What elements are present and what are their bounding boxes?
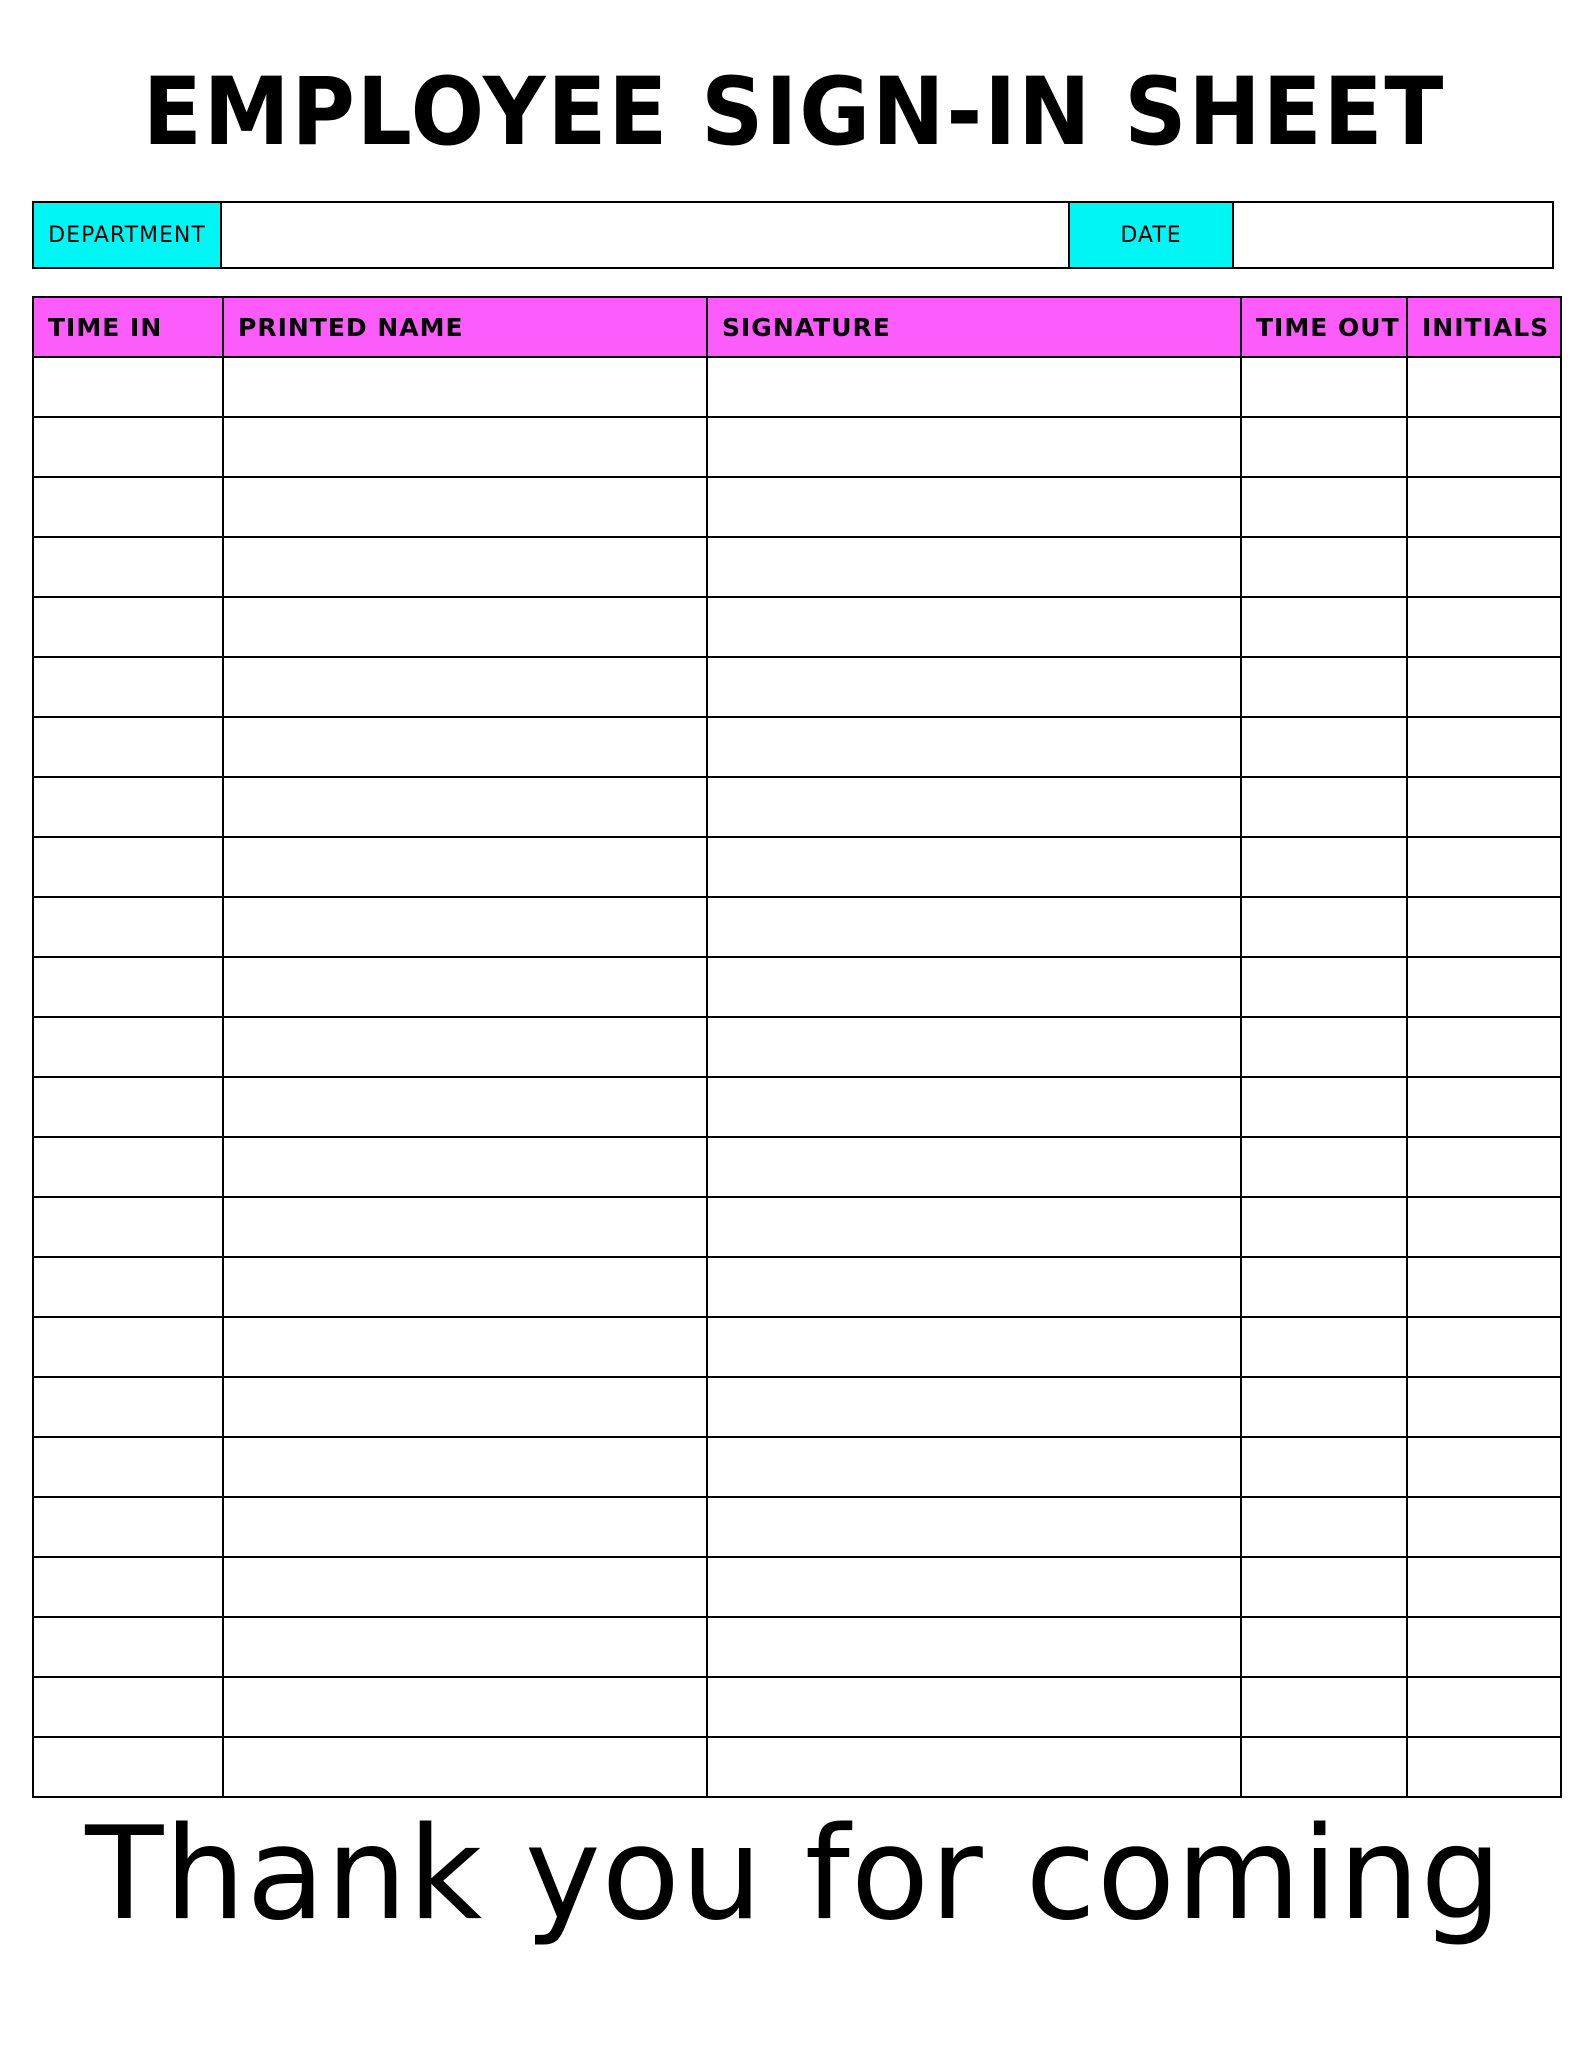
sign-in-table	[32, 296, 1562, 1798]
initials-cell[interactable]	[1407, 1137, 1561, 1197]
time-out-cell[interactable]	[1241, 1737, 1407, 1797]
time-in-cell[interactable]	[33, 1557, 223, 1617]
signature-cell[interactable]	[707, 1617, 1241, 1677]
signature-cell[interactable]	[707, 717, 1241, 777]
time-out-cell[interactable]	[1241, 717, 1407, 777]
time-in-cell[interactable]	[33, 1377, 223, 1437]
table-row	[33, 357, 1561, 417]
table-row	[33, 1677, 1561, 1737]
signature-cell[interactable]	[707, 477, 1241, 537]
time-in-cell[interactable]	[33, 477, 223, 537]
table-body	[33, 357, 1561, 1797]
signature-cell[interactable]	[707, 357, 1241, 417]
page-title: EMPLOYEE SIGN-IN SHEET	[142, 58, 1446, 167]
signature-cell[interactable]	[707, 657, 1241, 717]
column-header-initials: INITIALS	[1407, 297, 1561, 357]
initials-cell[interactable]	[1407, 1617, 1561, 1677]
signature-cell[interactable]	[707, 417, 1241, 477]
table-row	[33, 1437, 1561, 1497]
time-in-cell[interactable]	[33, 717, 223, 777]
printed-name-cell[interactable]	[223, 357, 707, 417]
signature-cell[interactable]	[707, 777, 1241, 837]
initials-cell[interactable]	[1407, 1017, 1561, 1077]
time-in-cell[interactable]	[33, 657, 223, 717]
initials-cell[interactable]	[1407, 417, 1561, 477]
table-row	[33, 1077, 1561, 1137]
printed-name-cell[interactable]	[223, 597, 707, 657]
time-in-cell[interactable]	[33, 1677, 223, 1737]
time-in-cell[interactable]	[33, 837, 223, 897]
printed-name-cell[interactable]	[223, 1317, 707, 1377]
meta-bar	[32, 201, 1554, 269]
table-row	[33, 1377, 1561, 1437]
initials-cell[interactable]	[1407, 537, 1561, 597]
initials-cell[interactable]	[1407, 777, 1561, 837]
table-row	[33, 1557, 1561, 1617]
time-out-cell[interactable]	[1241, 1437, 1407, 1497]
printed-name-cell[interactable]	[223, 777, 707, 837]
printed-name-cell[interactable]	[223, 717, 707, 777]
initials-cell[interactable]	[1407, 1677, 1561, 1737]
printed-name-cell[interactable]	[223, 1017, 707, 1077]
table-row	[33, 477, 1561, 537]
department-label: DEPARTMENT	[34, 203, 222, 267]
table-row	[33, 1017, 1561, 1077]
time-in-cell[interactable]	[33, 1737, 223, 1797]
signature-cell[interactable]	[707, 1017, 1241, 1077]
time-out-cell[interactable]	[1241, 1617, 1407, 1677]
printed-name-cell[interactable]	[223, 1617, 707, 1677]
time-out-cell[interactable]	[1241, 897, 1407, 957]
time-out-cell[interactable]	[1241, 837, 1407, 897]
printed-name-cell[interactable]	[223, 1137, 707, 1197]
table-row	[33, 1257, 1561, 1317]
initials-cell[interactable]	[1407, 1437, 1561, 1497]
time-out-cell[interactable]	[1241, 1077, 1407, 1137]
time-out-cell[interactable]	[1241, 777, 1407, 837]
footer-message: Thank you for coming	[85, 1800, 1503, 1949]
signature-cell[interactable]	[707, 1317, 1241, 1377]
printed-name-cell[interactable]	[223, 1437, 707, 1497]
printed-name-cell[interactable]	[223, 657, 707, 717]
initials-cell[interactable]	[1407, 837, 1561, 897]
time-out-cell[interactable]	[1241, 357, 1407, 417]
time-out-cell[interactable]	[1241, 1017, 1407, 1077]
time-in-cell[interactable]	[33, 417, 223, 477]
time-in-cell[interactable]	[33, 1437, 223, 1497]
time-in-cell[interactable]	[33, 357, 223, 417]
initials-cell[interactable]	[1407, 657, 1561, 717]
time-out-cell[interactable]	[1241, 1317, 1407, 1377]
time-out-cell[interactable]	[1241, 957, 1407, 1017]
table-row	[33, 957, 1561, 1017]
printed-name-cell[interactable]	[223, 1377, 707, 1437]
time-in-cell[interactable]	[33, 777, 223, 837]
initials-cell[interactable]	[1407, 357, 1561, 417]
column-header-time-out: TIME OUT	[1241, 297, 1407, 357]
initials-cell[interactable]	[1407, 1557, 1561, 1617]
signature-cell[interactable]	[707, 1197, 1241, 1257]
initials-cell[interactable]	[1407, 717, 1561, 777]
time-in-cell[interactable]	[33, 537, 223, 597]
time-out-cell[interactable]	[1241, 417, 1407, 477]
initials-cell[interactable]	[1407, 1497, 1561, 1557]
printed-name-cell[interactable]	[223, 1497, 707, 1557]
signature-cell[interactable]	[707, 1737, 1241, 1797]
signature-cell[interactable]	[707, 1497, 1241, 1557]
table-row	[33, 1317, 1561, 1377]
date-label: DATE	[1070, 203, 1234, 267]
printed-name-cell[interactable]	[223, 1077, 707, 1137]
initials-cell[interactable]	[1407, 1737, 1561, 1797]
signature-cell[interactable]	[707, 1677, 1241, 1737]
time-out-cell[interactable]	[1241, 1257, 1407, 1317]
table-row	[33, 1137, 1561, 1197]
signature-cell[interactable]	[707, 1257, 1241, 1317]
signature-cell[interactable]	[707, 1077, 1241, 1137]
time-in-cell[interactable]	[33, 1137, 223, 1197]
column-header-signature: SIGNATURE	[707, 297, 1241, 357]
table-row	[33, 897, 1561, 957]
time-out-cell[interactable]	[1241, 1137, 1407, 1197]
printed-name-cell[interactable]	[223, 1737, 707, 1797]
time-out-cell[interactable]	[1241, 477, 1407, 537]
column-header-time-in: TIME IN	[33, 297, 223, 357]
time-in-cell[interactable]	[33, 1077, 223, 1137]
time-in-cell[interactable]	[33, 1257, 223, 1317]
initials-cell[interactable]	[1407, 1377, 1561, 1437]
time-out-cell[interactable]	[1241, 597, 1407, 657]
printed-name-cell[interactable]	[223, 417, 707, 477]
table-row	[33, 597, 1561, 657]
time-out-cell[interactable]	[1241, 1677, 1407, 1737]
time-in-cell[interactable]	[33, 1017, 223, 1077]
table-header-row	[33, 297, 1561, 357]
time-out-cell[interactable]	[1241, 1377, 1407, 1437]
initials-cell[interactable]	[1407, 1077, 1561, 1137]
department-field[interactable]	[222, 203, 1070, 267]
table-row	[33, 1617, 1561, 1677]
printed-name-cell[interactable]	[223, 1677, 707, 1737]
initials-cell[interactable]	[1407, 477, 1561, 537]
time-out-cell[interactable]	[1241, 1557, 1407, 1617]
table-row	[33, 1197, 1561, 1257]
time-in-cell[interactable]	[33, 1197, 223, 1257]
table-row	[33, 837, 1561, 897]
signature-cell[interactable]	[707, 837, 1241, 897]
initials-cell[interactable]	[1407, 1317, 1561, 1377]
signature-cell[interactable]	[707, 957, 1241, 1017]
printed-name-cell[interactable]	[223, 837, 707, 897]
printed-name-cell[interactable]	[223, 537, 707, 597]
time-in-cell[interactable]	[33, 957, 223, 1017]
signature-cell[interactable]	[707, 897, 1241, 957]
signature-cell[interactable]	[707, 1557, 1241, 1617]
time-in-cell[interactable]	[33, 1617, 223, 1677]
printed-name-cell[interactable]	[223, 1197, 707, 1257]
time-in-cell[interactable]	[33, 1317, 223, 1377]
table-row	[33, 417, 1561, 477]
printed-name-cell[interactable]	[223, 957, 707, 1017]
printed-name-cell[interactable]	[223, 1557, 707, 1617]
time-out-cell[interactable]	[1241, 537, 1407, 597]
time-out-cell[interactable]	[1241, 1497, 1407, 1557]
column-header-printed-name: PRINTED NAME	[223, 297, 707, 357]
time-out-cell[interactable]	[1241, 1197, 1407, 1257]
time-in-cell[interactable]	[33, 897, 223, 957]
date-field[interactable]	[1234, 203, 1552, 267]
signature-cell[interactable]	[707, 1137, 1241, 1197]
time-in-cell[interactable]	[33, 1497, 223, 1557]
initials-cell[interactable]	[1407, 597, 1561, 657]
table-row	[33, 1497, 1561, 1557]
printed-name-cell[interactable]	[223, 477, 707, 537]
signature-cell[interactable]	[707, 597, 1241, 657]
printed-name-cell[interactable]	[223, 897, 707, 957]
initials-cell[interactable]	[1407, 897, 1561, 957]
table-row	[33, 657, 1561, 717]
table-row	[33, 1737, 1561, 1797]
table-row	[33, 717, 1561, 777]
initials-cell[interactable]	[1407, 957, 1561, 1017]
signature-cell[interactable]	[707, 1437, 1241, 1497]
table-row	[33, 537, 1561, 597]
time-in-cell[interactable]	[33, 597, 223, 657]
table-row	[33, 777, 1561, 837]
signature-cell[interactable]	[707, 1377, 1241, 1437]
time-out-cell[interactable]	[1241, 657, 1407, 717]
signature-cell[interactable]	[707, 537, 1241, 597]
printed-name-cell[interactable]	[223, 1257, 707, 1317]
initials-cell[interactable]	[1407, 1257, 1561, 1317]
initials-cell[interactable]	[1407, 1197, 1561, 1257]
